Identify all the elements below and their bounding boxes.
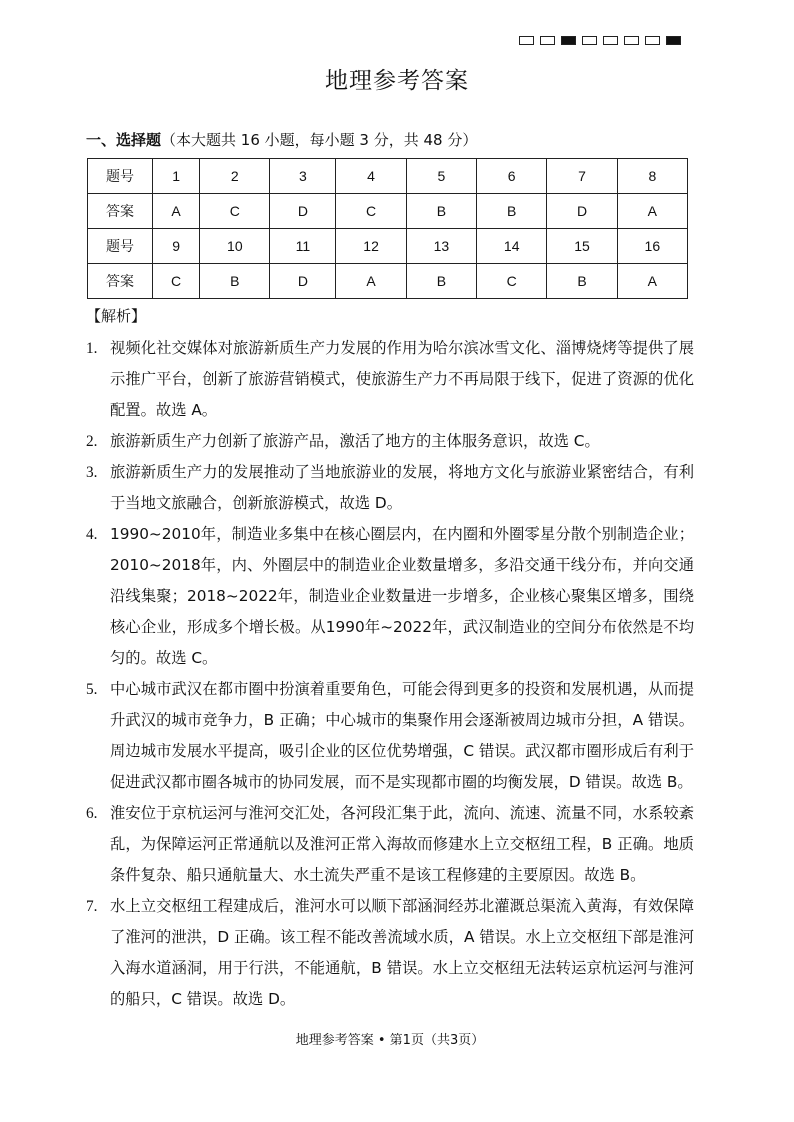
table-cell: C bbox=[153, 264, 200, 299]
table-cell: A bbox=[153, 194, 200, 229]
answer-table bbox=[87, 158, 688, 299]
content-flow bbox=[86, 333, 694, 1058]
section-heading bbox=[86, 129, 477, 150]
table-cell: 15 bbox=[547, 229, 617, 264]
table-cell: B bbox=[477, 194, 547, 229]
explanation-item bbox=[86, 798, 694, 891]
item-text: 旅游新质生产力的发展推动了当地旅游业的发展，将地方文化与旅游业紧密结合，有利于当地文旅融合，创新旅游模式，故选 D。 bbox=[110, 463, 694, 512]
table-cell: 11 bbox=[270, 229, 336, 264]
table-cell: C bbox=[200, 194, 270, 229]
table-cell: 13 bbox=[406, 229, 476, 264]
explanation-item bbox=[86, 674, 694, 798]
explanation-item bbox=[86, 333, 694, 426]
table-cell: C bbox=[336, 194, 406, 229]
marker-box bbox=[519, 36, 534, 45]
table-cell: 1 bbox=[153, 159, 200, 194]
explanation-item bbox=[86, 519, 694, 674]
explanation-item bbox=[86, 426, 694, 457]
table-cell: 12 bbox=[336, 229, 406, 264]
table-cell: 7 bbox=[547, 159, 617, 194]
explanation-item bbox=[86, 457, 694, 519]
table-cell: 8 bbox=[617, 159, 687, 194]
item-text: 1990~2010年，制造业多集中在核心圈层内，在内圈和外圈零星分散个别制造企业；2010~2018年，内、外圈层中的制造业企业数量增多，多沿交通干线分布，并向交通沿线集聚；2018~2022年，制造业企业数量进一步增多，企业核心聚集区增多，围绕核心企业，形成多个增长极。从1990年~2022年，武汉制造业的空间分布依然是不均匀的。故选 C。 bbox=[110, 525, 694, 667]
marker-box bbox=[540, 36, 555, 45]
item-number: 2. bbox=[86, 433, 98, 450]
item-text: 中心城市武汉在都市圈中扮演着重要角色，可能会得到更多的投资和发展机遇，从而提升武汉的城市竞争力，B 正确；中心城市的集聚作用会逐渐被周边城市分担，A 错误。周边城市发展水平提高，吸引企业的区位优势增强，C 错误。武汉都市圈形成后有利于促进武汉都市圈各城市的协同发展，而不是实现都市圈的均衡发展，D 错误。故选 B。 bbox=[110, 680, 694, 791]
item-number: 4. bbox=[86, 526, 98, 543]
row-header-cell: 答案 bbox=[88, 194, 153, 229]
table-cell: 10 bbox=[200, 229, 270, 264]
marker-box bbox=[603, 36, 618, 45]
row-header-cell: 题号 bbox=[88, 229, 153, 264]
page-title: 地理参考答案 bbox=[325, 68, 469, 94]
table-cell: D bbox=[547, 194, 617, 229]
marker-box bbox=[645, 36, 660, 45]
item-number: 1. bbox=[86, 340, 98, 357]
table-cell: D bbox=[270, 264, 336, 299]
marker-box bbox=[624, 36, 639, 45]
table-cell: B bbox=[406, 264, 476, 299]
marker-box bbox=[561, 36, 576, 45]
table-cell: B bbox=[547, 264, 617, 299]
table-cell: 16 bbox=[617, 229, 687, 264]
table-cell: A bbox=[336, 264, 406, 299]
table-cell: 4 bbox=[336, 159, 406, 194]
table-cell: B bbox=[200, 264, 270, 299]
item-number: 5. bbox=[86, 681, 98, 698]
row-header-cell: 题号 bbox=[88, 159, 153, 194]
item-text: 视频化社交媒体对旅游新质生产力发展的作用为哈尔滨冰雪文化、淄博烧烤等提供了展示推广平台，创新了旅游营销模式，使旅游生产力不再局限于线下，促进了资源的优化配置。故选 A。 bbox=[110, 339, 694, 419]
item-text: 淮安位于京杭运河与淮河交汇处，各河段汇集于此，流向、流速、流量不同，水系较紊乱，为保障运河正常通航以及淮河正常入海故而修建水上立交枢纽工程，B 正确。地质条件复杂、船只通航量大、水土流失严重不是该工程修建的主要原因。故选 B。 bbox=[110, 804, 694, 884]
table-cell: 2 bbox=[200, 159, 270, 194]
item-number: 3. bbox=[86, 464, 98, 481]
item-number: 7. bbox=[86, 898, 98, 915]
table-cell: A bbox=[617, 264, 687, 299]
item-text: 旅游新质生产力创新了旅游产品，激活了地方的主体服务意识，故选 C。 bbox=[110, 432, 600, 450]
table-cell: D bbox=[270, 194, 336, 229]
explanation-list bbox=[86, 333, 694, 1015]
item-number: 6. bbox=[86, 805, 98, 822]
table-cell: 6 bbox=[477, 159, 547, 194]
page-footer: 地理参考答案 • 第1页（共3页） bbox=[295, 1033, 485, 1048]
section-note: （本大题共 16 小题，每小题 3 分，共 48 分） bbox=[161, 131, 478, 149]
table-cell: A bbox=[617, 194, 687, 229]
marker-box bbox=[582, 36, 597, 45]
table-cell: 9 bbox=[153, 229, 200, 264]
marker-box bbox=[666, 36, 681, 45]
explanation-item bbox=[86, 891, 694, 1015]
row-header-cell: 答案 bbox=[88, 264, 153, 299]
explanation-label: 【解析】 bbox=[86, 307, 147, 325]
table-row bbox=[88, 264, 688, 299]
table-row bbox=[88, 229, 688, 264]
table-row bbox=[88, 194, 688, 229]
table-cell: 3 bbox=[270, 159, 336, 194]
table-cell: C bbox=[477, 264, 547, 299]
table-cell: 5 bbox=[406, 159, 476, 194]
page-marker-boxes bbox=[519, 36, 681, 45]
table-cell: 14 bbox=[477, 229, 547, 264]
table-cell: B bbox=[406, 194, 476, 229]
section-label: 一、选择题 bbox=[86, 131, 162, 149]
item-text: 水上立交枢纽工程建成后，淮河水可以顺下部涵洞经苏北灌溉总渠流入黄海，有效保障了淮河的泄洪，D 正确。该工程不能改善流域水质，A 错误。水上立交枢纽下部是淮河入海水道涵洞，用于行洪，不能通航，B 错误。水上立交枢纽无法转运京杭运河与淮河的船只，C 错误。故选 D。 bbox=[110, 897, 694, 1008]
table-row bbox=[88, 159, 688, 194]
